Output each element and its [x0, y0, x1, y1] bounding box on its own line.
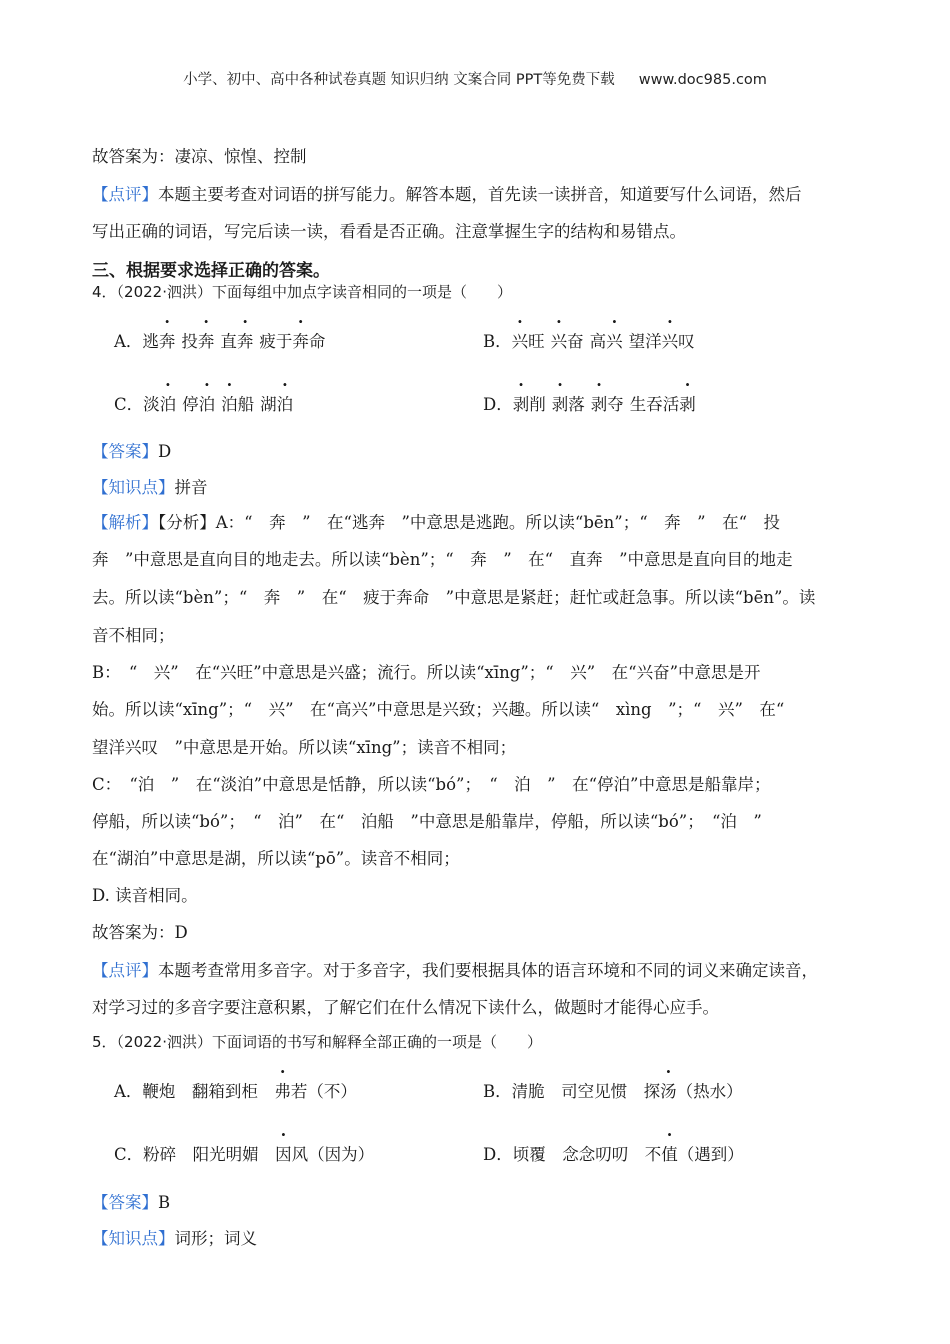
q4-analysis-line-6: 始。所以读“xīng”；“ 兴” 在“高兴”中意思是兴致；兴趣。所以读“ xìng ”；“ 兴” 在“	[92, 700, 785, 719]
q4-analysis-line-9: 停船，所以读“bó”； “ 泊” 在“ 泊船 ”中意思是船靠岸，停船，所以读“bó”； “泊 ”	[92, 812, 762, 831]
header-text: 小学、初中、高中各种试卷真题 知识归纳 文案合同 PPT等免费下载	[183, 72, 615, 88]
q5-option-c[interactable]: C．粉碎 阳光明媚 因风（因为）	[114, 1145, 375, 1164]
q5-answer: 【答案】B	[92, 1193, 171, 1212]
prev-answer: 故答案为：凄凉、惊惶、控制	[92, 147, 307, 166]
comment-tag: 【点评】	[92, 185, 158, 204]
page-header	[0, 68, 950, 89]
q5-knowledge-point: 【知识点】词形；词义	[92, 1229, 257, 1248]
q5-option-b[interactable]: B．清脆 司空见惯 探汤（热水）	[483, 1082, 743, 1101]
q4-analysis-line-10: 在“湖泊”中意思是湖，所以读“pō”。读音不相同；	[92, 849, 460, 868]
q4-analysis-line-5: B： “ 兴” 在“兴旺”中意思是兴盛；流行。所以读“xīng”；“ 兴” 在“兴奋”中意思是开	[92, 663, 761, 682]
q4-option-b[interactable]: B．兴旺 兴奋 高兴 望洋兴叹	[483, 332, 695, 351]
q4-analysis-line-3: 去。所以读“bèn”；“ 奔 ” 在“ 疲于奔命 ”中意思是紧赶；赶忙或赶急事。所以读“bēn”。读	[92, 588, 816, 607]
header-url[interactable]: www.doc985.com	[638, 72, 767, 88]
q4-comment-line-1: 【点评】本题考查常用多音字。对于多音字，我们要根据具体的语言环境和不同的词义来确定读音，	[92, 961, 818, 980]
q4-option-a[interactable]: A．逃奔 投奔 直奔 疲于奔命	[114, 332, 326, 351]
q5-option-d[interactable]: D．顷覆 念念叨叨 不值（遇到）	[483, 1145, 744, 1164]
q4-option-c[interactable]: C．淡泊 停泊 泊船 湖泊	[114, 395, 294, 414]
q4-analysis-line-2: 奔 ”中意思是直向目的地走去。所以读“bèn”；“ 奔 ” 在“ 直奔 ”中意思是直向目的地走	[92, 550, 793, 569]
q4-final-answer: 故答案为：D	[92, 923, 188, 942]
q4-comment-line-2: 对学习过的多音字要注意积累，了解它们在什么情况下读什么，做题时才能得心应手。	[92, 998, 719, 1017]
q4-knowledge-point: 【知识点】拼音	[92, 478, 208, 497]
section-3-title: 三、根据要求选择正确的答案。	[92, 261, 330, 281]
question-5-stem: 5．（2022·泗洪）下面词语的书写和解释全部正确的一项是（ ）	[92, 1033, 542, 1051]
q4-analysis-line-7: 望洋兴叹 ”中意思是开始。所以读“xīng”；读音不相同；	[92, 738, 517, 757]
q4-option-d[interactable]: D．剥削 剥落 剥夺 生吞活剥	[483, 395, 696, 414]
q4-analysis-line-8: C： “泊 ” 在“淡泊”中意思是恬静，所以读“bó”； “ 泊 ” 在“停泊”中意思是船靠岸；	[92, 775, 771, 794]
q4-analysis-line-4: 音不相同；	[92, 626, 175, 645]
q5-option-a[interactable]: A．鞭炮 翻箱到柜 弗若（不）	[114, 1082, 357, 1101]
q4-answer: 【答案】D	[92, 442, 172, 461]
prev-comment-line-1: 【点评】本题主要考查对词语的拼写能力。解答本题，首先读一读拼音，知道要写什么词语，然后	[92, 185, 802, 204]
q4-analysis-line-11: D. 读音相同。	[92, 886, 198, 905]
prev-comment-line-2: 写出正确的词语，写完后读一读，看看是否正确。注意掌握生字的结构和易错点。	[92, 222, 686, 241]
q4-analysis-line-1: 【解析】【分析】A：“ 奔 ” 在“逃奔 ”中意思是逃跑。所以读“bēn”；“ 奔 ” 在“ 投	[92, 513, 781, 532]
question-4-stem: 4．（2022·泗洪）下面每组中加点字读音相同的一项是（ ）	[92, 283, 512, 301]
